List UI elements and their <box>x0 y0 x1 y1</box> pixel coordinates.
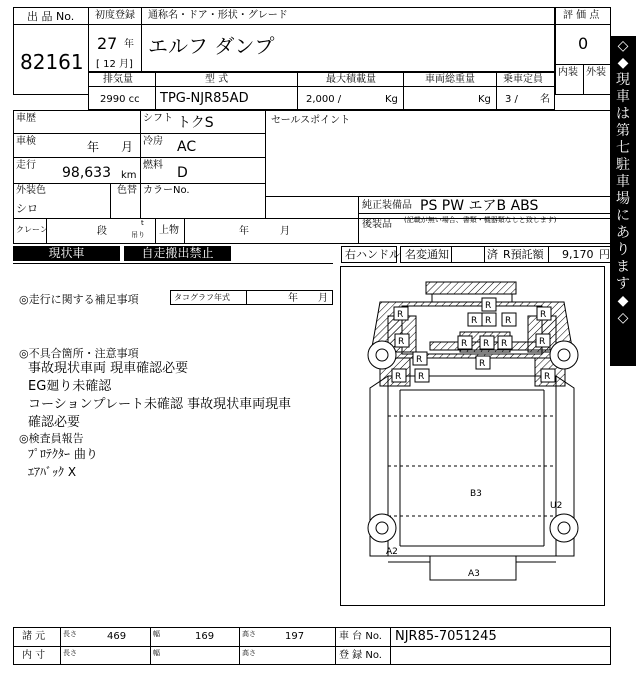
damage-code-a2: A2 <box>386 547 398 557</box>
std-equipment-value: PS PW エアB ABS <box>420 198 539 214</box>
damage-mark <box>537 307 551 320</box>
ext-color-value: シロ <box>16 202 38 215</box>
history-label: 車歴 <box>16 113 36 124</box>
fuel-label: 燃料 <box>143 160 163 171</box>
inspection-label: 車検 <box>16 136 36 147</box>
displacement-value: 2990 cc <box>100 94 140 105</box>
mileage-label: 走行 <box>16 160 36 171</box>
capacity-unit: 名 <box>540 94 550 105</box>
gross-weight-unit: Kg <box>478 94 491 105</box>
defect-line-4: 確認必要 <box>28 415 81 430</box>
model-name: エルフ ダンプ <box>148 34 275 58</box>
inner-label: 内 寸 <box>22 650 46 661</box>
damage-code-a3: A3 <box>468 569 480 579</box>
exterior-label: 外装 <box>586 67 606 78</box>
chassis-label: 車 台 No. <box>339 631 382 642</box>
color-no-label: 色替 <box>117 185 137 196</box>
name-label: 通称名・ドア・形状・グレード <box>148 10 288 21</box>
lot-label: 出 品 No. <box>27 10 75 23</box>
max-load-unit: Kg <box>385 94 398 105</box>
damage-mark <box>468 313 482 326</box>
model-code-value: TPG-NJR85AD <box>160 91 249 106</box>
length-label: 長さ <box>63 630 77 638</box>
top-month: 月 <box>280 226 290 237</box>
ext-color-label: 外装色 <box>16 185 46 196</box>
damage-mark <box>394 307 408 320</box>
yen-unit: 円 <box>599 248 610 261</box>
damage-mark <box>498 336 512 349</box>
inspection-year: 年 <box>87 140 100 154</box>
location-sidebar: ◇ ◆ 現 車 は 第 七 駐 車 場 に あ り ま す ◆ ◇ <box>610 36 636 366</box>
gross-weight-label: 車両総重量 <box>425 74 475 85</box>
svg-text:R: R <box>398 337 405 347</box>
damage-mark <box>480 336 494 349</box>
svg-text:R: R <box>544 372 551 382</box>
inner-length-label: 長さ <box>63 649 77 657</box>
svg-text:R: R <box>416 355 423 365</box>
crane-hang: 吊り <box>131 231 145 239</box>
svg-text:R: R <box>483 339 490 349</box>
interior-label: 内装 <box>558 67 578 78</box>
name-change-mark: 済 <box>487 248 498 261</box>
tacho-year: 年 <box>288 293 298 304</box>
dims-label: 諸 元 <box>22 631 46 642</box>
inspector-line-1: ﾌﾟﾛﾃｸﾀｰ 曲り <box>28 447 98 461</box>
capacity-label: 乗車定員 <box>503 74 543 85</box>
mileage-unit: km <box>121 170 137 181</box>
reg-label: 初度登録 <box>95 10 135 21</box>
damage-code-b3: B3 <box>470 489 482 499</box>
svg-text:R: R <box>485 301 492 311</box>
damage-mark <box>482 313 496 326</box>
width-label: 幅 <box>153 630 160 638</box>
width-value: 169 <box>195 631 215 642</box>
driving-notes-label: ◎走行に関する補足事項 <box>19 293 139 306</box>
height-value: 197 <box>285 631 305 642</box>
registration-label: 登 録 No. <box>339 650 382 661</box>
ac-value: AC <box>177 139 197 155</box>
defect-line-1: 事故現状車両 現車確認必要 <box>28 361 189 376</box>
shift-value: トクS <box>177 115 214 131</box>
color-code-label: カラーNo. <box>143 185 190 196</box>
fuel-value: D <box>177 165 188 181</box>
eval-label: 評 価 点 <box>563 10 600 21</box>
length-value: 469 <box>107 631 127 642</box>
capacity-value: 3 / <box>505 94 518 105</box>
inner-height-label: 高さ <box>242 649 256 657</box>
defect-line-2: EG廻り未確認 <box>28 379 112 394</box>
svg-text:R: R <box>479 359 486 369</box>
svg-text:R: R <box>471 316 478 326</box>
current-car-badge: 現状車 <box>13 246 120 261</box>
reg-year-unit: 年 <box>124 39 134 50</box>
truck-diagram <box>340 266 605 606</box>
damage-mark <box>458 336 472 349</box>
recycle-deposit-label: R預託額 <box>503 248 544 261</box>
max-load-value: 2,000 / <box>306 94 342 105</box>
aftermarket-label: 後装品 <box>362 219 392 230</box>
crane-label: クレーン <box>16 225 48 234</box>
chassis-value: NJR85-7051245 <box>395 629 497 644</box>
name-change-label: 名変通知 <box>405 248 449 261</box>
damage-code-u2: U2 <box>550 501 563 511</box>
damage-mark <box>541 369 555 382</box>
damage-mark <box>392 369 406 382</box>
steering-value: 右ハンドル <box>345 248 400 261</box>
top-label: 上物 <box>159 225 179 236</box>
eval-score: 0 <box>578 34 589 53</box>
aftermarket-note: (記載が無い場合、書類・機器類なしと致します) <box>404 216 557 224</box>
inspection-month: 月 <box>121 140 134 154</box>
svg-text:R: R <box>418 372 425 382</box>
inspector-line-2: ｴｱﾊﾞｯｸ X <box>28 465 77 479</box>
max-load-label: 最大積載量 <box>326 74 376 85</box>
defect-label: ◎不具合箇所・注意事項 <box>19 347 139 360</box>
svg-text:R: R <box>397 310 404 320</box>
mileage-value: 98,633 <box>62 165 111 181</box>
reg-year: 27 <box>97 34 118 53</box>
damage-mark <box>502 313 516 326</box>
defect-line-3: コーションプレート未確認 事故現状車両現車 <box>28 397 292 412</box>
tacho-month: 月 <box>318 293 328 304</box>
crane-t: t <box>141 219 144 227</box>
recycle-deposit-value: 9,170 <box>562 248 594 261</box>
svg-text:R: R <box>485 316 492 326</box>
sales-point-label: セールスポイント <box>271 115 351 126</box>
svg-text:R: R <box>395 372 402 382</box>
top-year: 年 <box>239 226 249 237</box>
height-label: 高さ <box>242 630 256 638</box>
svg-text:R: R <box>461 339 468 349</box>
std-equipment-label: 純正装備品 <box>362 200 412 211</box>
model-code-label: 型 式 <box>205 74 229 85</box>
inspector-label: ◎検査員報告 <box>19 432 84 445</box>
inner-width-label: 幅 <box>153 649 160 657</box>
damage-mark <box>395 334 409 347</box>
damage-mark <box>413 352 427 365</box>
lot-number: 82161 <box>20 50 84 74</box>
self-drive-ban-badge: 自走搬出禁止 <box>124 246 231 261</box>
svg-text:R: R <box>539 337 546 347</box>
svg-text:R: R <box>540 310 547 320</box>
shift-label: シフト <box>143 113 173 124</box>
damage-mark <box>476 356 490 369</box>
ac-label: 冷房 <box>143 136 163 147</box>
damage-mark <box>536 334 550 347</box>
reg-month: [ 12 月] <box>96 59 133 70</box>
svg-text:R: R <box>505 316 512 326</box>
displacement-label: 排気量 <box>103 74 133 85</box>
damage-mark <box>415 369 429 382</box>
svg-text:R: R <box>501 339 508 349</box>
crane-stage: 段 <box>97 226 107 237</box>
damage-mark <box>482 298 496 311</box>
tacho-label: タコグラフ年式 <box>174 293 230 302</box>
